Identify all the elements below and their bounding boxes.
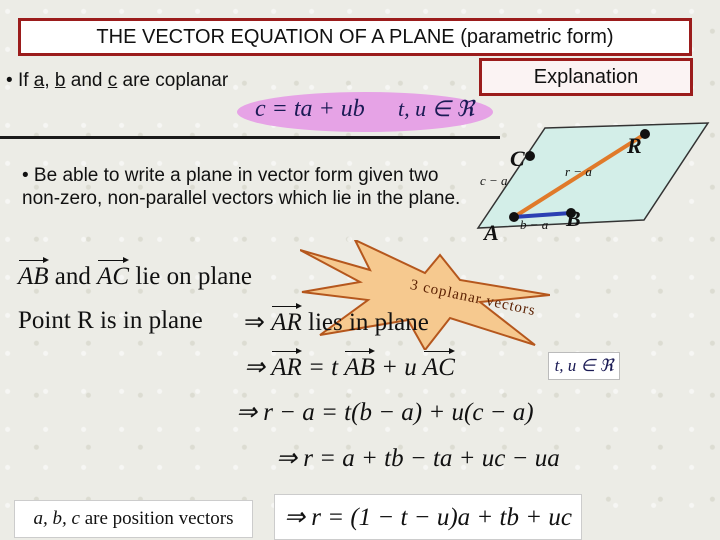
- line4-eq: = t: [308, 354, 339, 381]
- label-c: C: [510, 146, 525, 171]
- intro-b: b: [54, 70, 66, 91]
- intro-c: c: [107, 70, 118, 91]
- label-a: A: [484, 220, 499, 243]
- line3-rest: lies in plane: [308, 309, 429, 336]
- parameter-domain: t, u ∈ ℜ: [398, 96, 475, 121]
- final-equation-text: ⇒ r = (1 − t − u)a + tb + uc: [284, 504, 572, 531]
- derivation-line-6: ⇒ r = a + tb − ta + uc − ua: [276, 445, 560, 472]
- coplanar-equation: c = ta + ub: [255, 96, 365, 122]
- vector-ab: AB: [18, 263, 49, 290]
- point-c-dot: [525, 151, 535, 161]
- derivation-line-2: Point R is in plane: [18, 307, 203, 334]
- derivation-line-1: [18, 263, 252, 291]
- position-vector-text: are position vectors: [84, 508, 234, 529]
- vector-ar-lhs: AR: [271, 354, 302, 381]
- label-r-minus-a: r − a: [565, 164, 592, 179]
- implies-symbol: ⇒: [244, 309, 265, 336]
- vector-ac: AC: [97, 263, 130, 290]
- vector-ac-term: AC: [423, 354, 455, 381]
- label-b: B: [566, 206, 581, 231]
- derivation-line-4: [244, 352, 455, 382]
- intro-sep: ,: [44, 70, 50, 91]
- position-vector-vars: a, b, c: [33, 508, 80, 529]
- final-equation: [274, 494, 582, 540]
- title-text: THE VECTOR EQUATION OF A PLANE (parametric form): [96, 25, 614, 48]
- intro-statement: [6, 70, 228, 92]
- label-r: R: [627, 133, 642, 158]
- point-a-dot: [509, 212, 519, 222]
- implies-symbol: ⇒: [244, 354, 265, 381]
- label-c-minus-a: c − a: [480, 173, 508, 188]
- line1-and: and: [54, 263, 91, 290]
- vector-ab-term: AB: [344, 354, 375, 381]
- derivation-line-5: ⇒ r − a = t(b − a) + u(c − a): [236, 399, 534, 426]
- explanation-button[interactable]: [479, 58, 693, 96]
- explanation-button-label: Explanation: [533, 65, 639, 88]
- line1-rest: lie on plane: [135, 263, 252, 290]
- intro-a: a: [33, 70, 45, 91]
- divider: [0, 136, 500, 139]
- position-vectors-note: [14, 500, 253, 538]
- vector-ar: AR: [271, 309, 302, 336]
- learning-objective: • Be able to write a plane in vector form given two non-zero, non-parallel vectors which lie in the plane.: [22, 165, 461, 209]
- intro-suffix: are coplanar: [122, 70, 229, 91]
- intro-bullet: •: [6, 70, 13, 91]
- label-b-minus-a: b − a: [520, 217, 549, 232]
- derivation-line-3: [244, 307, 429, 337]
- burst-label: 3 coplanar vectors: [408, 277, 538, 320]
- page-title: [18, 18, 692, 56]
- intro-prefix: If: [17, 70, 29, 91]
- plane-diagram: [470, 118, 720, 243]
- intro-and: and: [70, 70, 103, 91]
- line4-plus: + u: [381, 354, 417, 381]
- parameter-domain-box: [548, 352, 620, 380]
- parameter-domain-text: t, u ∈ ℜ: [554, 356, 614, 375]
